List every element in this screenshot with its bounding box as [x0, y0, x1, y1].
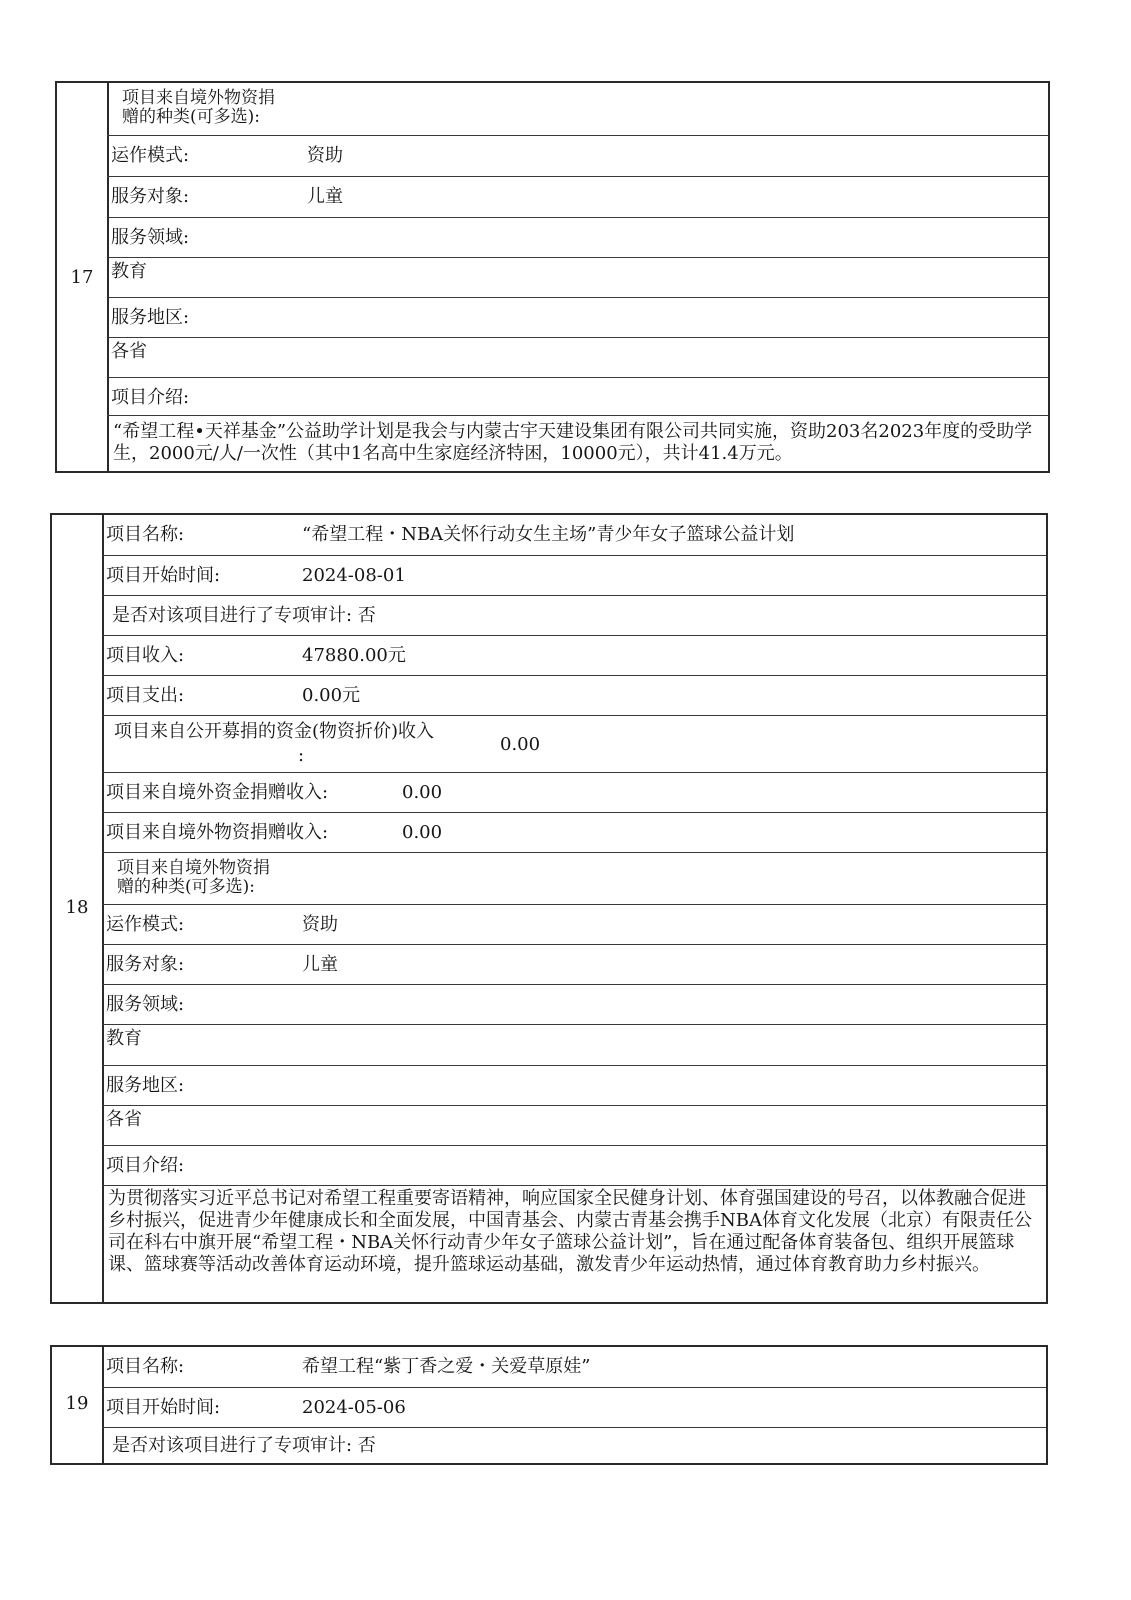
- service-target-value: 儿童: [302, 954, 338, 975]
- service-target-row: [102, 944, 1046, 984]
- project-number: 19: [65, 1393, 89, 1414]
- project-number: 18: [65, 897, 89, 918]
- row-number-column: [52, 1347, 104, 1463]
- service-target-label: 服务对象:: [106, 954, 185, 975]
- start-time-value: 2024-05-06: [302, 1397, 406, 1418]
- donation-type-row: [107, 83, 1048, 135]
- service-field-label-row: [107, 217, 1048, 257]
- operation-mode-row: [107, 135, 1048, 176]
- service-target-label: 服务对象:: [111, 186, 190, 207]
- donation-type-label-line2: 赠的种类(可多选):: [117, 877, 255, 897]
- row-number-column: [57, 83, 109, 471]
- service-region-value-row: [107, 337, 1048, 377]
- service-region-label: 服务地区:: [111, 307, 190, 328]
- audit-text: 是否对该项目进行了专项审计: 否: [112, 1435, 376, 1456]
- income-row: [102, 635, 1046, 675]
- project-block-19: [50, 1345, 1048, 1465]
- foreign-cash-label: 项目来自境外资金捐赠收入:: [106, 782, 329, 803]
- donation-type-label-line2: 赠的种类(可多选):: [122, 107, 260, 127]
- donation-type-label-line1: 项目来自境外物资捐: [117, 858, 270, 878]
- operation-mode-label: 运作模式:: [106, 914, 185, 935]
- start-time-label: 项目开始时间:: [106, 565, 221, 586]
- expense-label: 项目支出:: [106, 685, 185, 706]
- service-field-value-row: [102, 1024, 1046, 1065]
- service-field-label: 服务领域:: [111, 227, 190, 248]
- service-field-label-row: [102, 984, 1046, 1024]
- foreign-goods-label: 项目来自境外物资捐赠收入:: [106, 822, 329, 843]
- service-field-value-row: [107, 257, 1048, 297]
- service-region-value: 各省: [106, 1109, 142, 1130]
- foreign-goods-row: [102, 812, 1046, 852]
- project-number: 17: [70, 267, 94, 288]
- project-name-value: 希望工程“紫丁香之爱・关爱草原娃”: [302, 1356, 591, 1377]
- operation-mode-value: 资助: [307, 145, 343, 166]
- project-block-18: [50, 513, 1048, 1304]
- foreign-cash-value: 0.00: [402, 782, 443, 803]
- intro-label-row: [102, 1145, 1046, 1185]
- intro-label-row: [107, 377, 1048, 415]
- operation-mode-row: [102, 904, 1046, 944]
- income-label: 项目收入:: [106, 645, 185, 666]
- public-fund-value: 0.00: [500, 734, 541, 755]
- row-number-column: [52, 515, 104, 1302]
- service-region-label-row: [107, 297, 1048, 337]
- audit-row: [102, 1427, 1046, 1463]
- service-target-row: [107, 176, 1048, 217]
- intro-text: “希望工程•天祥基金”公益助学计划是我会与内蒙古宇天建设集团有限公司共同实施，资助203名2023年度的受助学生，2000元/人/一次性（其中1名高中生家庭经济特困，10000元），共计41.4万元。: [113, 421, 1033, 464]
- intro-label: 项目介绍:: [111, 387, 190, 408]
- intro-text: 为贯彻落实习近平总书记对希望工程重要寄语精神，响应国家全民健身计划、体育强国建设的号召，以体教融合促进乡村振兴，促进青少年健康成长和全面发展，中国青基会、内蒙古青基会携手NBA体育文化发展（北京）有限责任公司在科右中旗开展“希望工程・NBA关怀行动青少年女子篮球公益计划”，旨在通过配备体育装备包、组织开展篮球课、篮球赛等活动改善体育运动环境，提升篮球运动基础，激发青少年运动热情，通过体育教育助力乡村振兴。: [108, 1188, 1032, 1275]
- start-time-value: 2024-08-01: [302, 565, 406, 586]
- service-region-value-row: [102, 1105, 1046, 1145]
- project-name-row: [102, 515, 1046, 555]
- public-fund-row: [102, 715, 1046, 772]
- project-block-17: [55, 81, 1050, 473]
- project-name-label: 项目名称:: [106, 1356, 185, 1377]
- intro-label: 项目介绍:: [106, 1155, 185, 1176]
- operation-mode-value: 资助: [302, 914, 338, 935]
- service-target-value: 儿童: [307, 186, 343, 207]
- foreign-cash-row: [102, 772, 1046, 812]
- expense-value: 0.00元: [302, 685, 361, 706]
- service-field-value: 教育: [106, 1028, 142, 1049]
- income-value: 47880.00元: [302, 645, 406, 666]
- intro-text-row: [102, 1185, 1046, 1302]
- start-time-label: 项目开始时间:: [106, 1397, 221, 1418]
- intro-text-row: [107, 415, 1048, 471]
- expense-row: [102, 675, 1046, 715]
- service-region-label: 服务地区:: [106, 1075, 185, 1096]
- audit-row: [102, 595, 1046, 635]
- foreign-goods-value: 0.00: [402, 822, 443, 843]
- audit-text: 是否对该项目进行了专项审计: 否: [112, 605, 376, 626]
- public-fund-label: 项目来自公开募捐的资金(物资折价)收入: [114, 721, 435, 742]
- project-name-value: “希望工程・NBA关怀行动女生主场”青少年女子篮球公益计划: [302, 524, 795, 545]
- service-field-label: 服务领域:: [106, 994, 185, 1015]
- service-region-value: 各省: [111, 341, 147, 362]
- service-region-label-row: [102, 1065, 1046, 1105]
- public-fund-colon: :: [298, 745, 305, 766]
- operation-mode-label: 运作模式:: [111, 145, 190, 166]
- service-field-value: 教育: [111, 261, 147, 282]
- donation-type-label-line1: 项目来自境外物资捐: [122, 88, 275, 108]
- start-time-row: [102, 555, 1046, 595]
- start-time-row: [102, 1387, 1046, 1427]
- donation-type-row: [102, 852, 1046, 904]
- project-name-label: 项目名称:: [106, 524, 185, 545]
- project-name-row: [102, 1347, 1046, 1387]
